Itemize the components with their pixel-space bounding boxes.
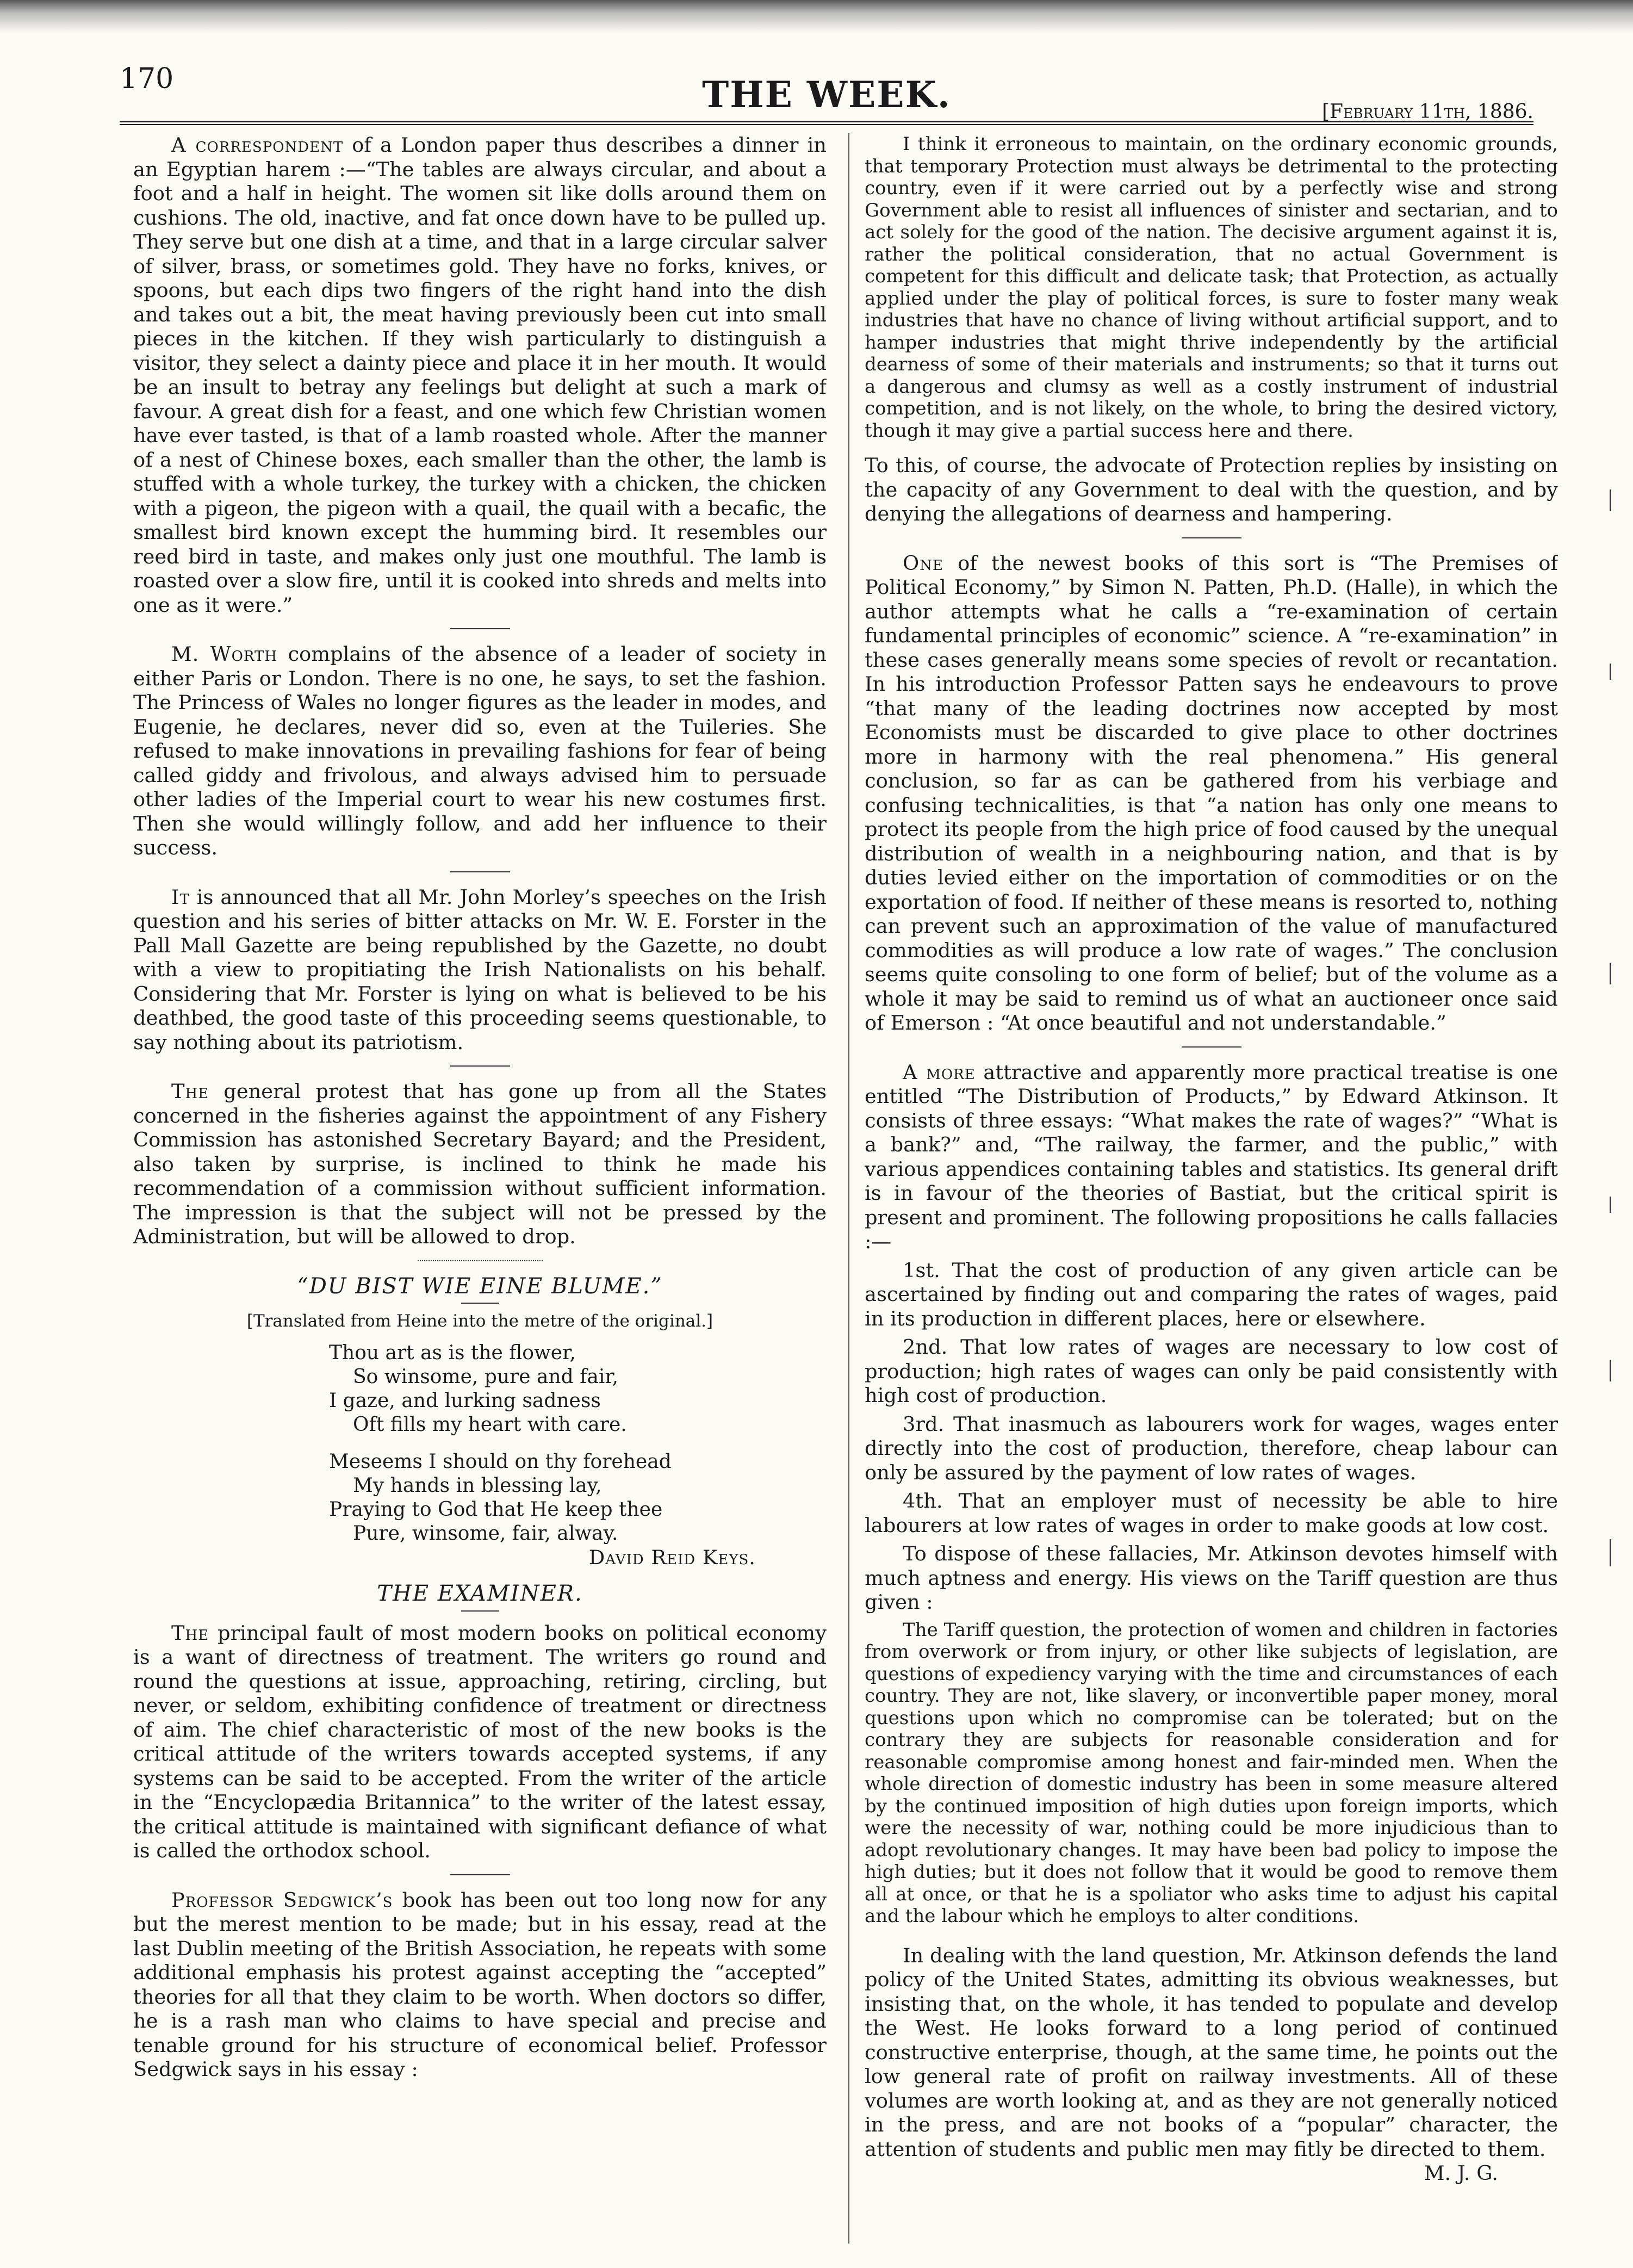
right-column [865, 133, 1558, 2244]
paragraph-land-question: In dealing with the land question, Mr. Atkinson defends the land policy of the United States, admitting its obvious weaknesses, but insisting that, on the whole, it has tended to populate and develop the West. He looks forward to a long period of continued constructive enterprise, though, at the same time, he points out the low general rate of profit on railway investments. All of these volumes are worth looking at, and as they are not generally noticed in the press, and are not books of a “popular” character, the attention of students and public men may fitly be directed to them. [865, 1943, 1558, 2161]
poem-author: David Reid Keys. [588, 1545, 756, 1569]
separator [450, 871, 510, 872]
masthead [120, 63, 1533, 122]
quote-sedgwick: I think it erroneous to maintain, on the ordinary economic grounds, that temporary Protection must always be detrimental to the protecting country, even if it were carried out by a perfectly wise and strong Government able to resist all influences of sinister and sectarian, and to act solely for the good of the nation. The decisive argument against it is, rather the political consideration, that no actual Government is competent for this difficult and delicate task; that Protection, as actually applied under the play of political forces, is sure to foster many weak industries that have no chance of living without artificial support, and to hamper industries that might thrive independently by the artificial dearness of some of their materials and instruments; so that it turns out a dangerous and clumsy as well as a costly instrument of industrial competition, and is not likely, on the whole, to bring the desired victory, though it may give a partial success here and there. [865, 133, 1558, 442]
article-fishery-commission: The general protest that has gone up from all the States concerned in the fisheries against the appointment of any Fishery Commission has astonished Secretary Bayard; and the President, also taken by surprise, is inclined to think he made his recommendation of a commission without sufficient information. The impression is that the subject will not be pressed by the Administration, but will be allowed to drop. [133, 1080, 827, 1248]
poem-line: Meseems I should on thy forehead [329, 1450, 672, 1473]
header-rule [120, 121, 1533, 125]
margin-mark [1610, 664, 1611, 680]
margin-mark [1610, 963, 1611, 984]
paragraph-tariff-intro: To dispose of these fallacies, Mr. Atkinson devotes himself with much aptness and energy. His views on the Tariff question are thus given : [865, 1542, 1558, 1614]
article-patten: One of the newest books of this sort is “The Premises of Political Economy,” by Simon N. Patten, Ph.D. (Halle), in which the author attempts what he calls a “re-examination of certain fundamental principles of economic” science. A “re-examination” in these cases generally means some species of revolt or recantation. In his introduction Professor Patten says he endeavours to prove “that many of the leading doctrines now accepted by most Economists must be discarded to give place to other doctrines more in harmony with the real phenomena.” His general conclusion, so far as can be gathered from his verbiage and confusing technicalities, is that “a nation has only one means to protect its people from the high price of food caused by the unequal distribution of wealth in a neighbouring nation, and that is by duties levied either on the importation of commodities or on the exportation of food. If neither of these means is resorted to, nothing can prevent such an approximation of the value of manufactured commodities as will produce a low rate of wages.” The conclusion seems quite consoling to one form of belief; but of the volume as a whole it may be said to remind us of what an auctioneer once said of Emerson : “At once beautiful and not understandable.” [865, 551, 1558, 1034]
poem-line: Oft fills my heart with care. [353, 1413, 627, 1436]
column-divider [848, 133, 849, 2244]
poem-line: Praying to God that He keep thee [329, 1498, 663, 1521]
article-harem-dinner: A correspondent of a London paper thus describes a dinner in an Egyptian harem :—“The tables are always circular, and about a foot and a half in height. The women sit like dolls around them on cushions. The old, inactive, and fat once down have to be pulled up. They serve but one dish at a time, and that in a large circular salver of silver, brass, or sometimes gold. They have no forks, knives, or spoons, but each dips two fingers of the right hand into the dish and takes out a bit, the meat having previously been cut into small pieces in the kitchen. If they wish particularly to distinguish a visitor, they select a dainty piece and place it in her mouth. It would be an insult to betray any feelings but delight at such a mark of favour. A great dish for a feast, and one which few Christian women have ever tasted, is that of a lamb roasted whole. After the manner of a nest of Chinese boxes, each smaller than the other, the lamb is stuffed with a whole turkey, the turkey with a chicken, the chicken with a pigeon, the pigeon with a quail, the quail with a becafic, the smallest bird known except the humming bird. It resembles our reed bird in taste, and makes only just one mouthful. The lamb is roasted over a slow fire, until it is cooked into shreds and melts into one as it were.” [133, 133, 827, 617]
poem-note: [Translated from Heine into the metre of the original.] [246, 1311, 713, 1331]
paragraph-protection-reply: To this, of course, the advocate of Protection replies by insisting on the capacity of any Government to deal with the question, and by denying the allegations of dearness and hampering. [865, 454, 1558, 525]
poem-title: “DU BIST WIE EINE BLUME.” [297, 1273, 663, 1299]
margin-mark [1610, 1197, 1611, 1213]
separator [450, 1065, 510, 1067]
issue-date: [February 11th, 1886. [1321, 101, 1533, 123]
fallacy-item: 3rd. That inasmuch as labourers work for wages, wages enter directly into the cost of production, therefore, cheap labour can only be assured by the payment of low rates of wages. [865, 1412, 1558, 1484]
poem-stanza [329, 1450, 827, 1546]
separator [1182, 537, 1241, 538]
poem-line: Pure, winsome, fair, alway. [353, 1522, 618, 1545]
poem-line: My hands in blessing lay, [353, 1474, 602, 1497]
quote-tariff: The Tariff question, the protection of women and children in factories from overwork or from injury, or other like subjects of legislation, are questions of expediency varying with the time and circumstances of each country. They are not, like slavery, or inconvertible paper money, moral questions upon which no compromise can be tolerated; but on the contrary they are subjects for reasonable consideration and for reasonable compromise among honest and fair-minded men. When the whole direction of domestic industry has been in some measure altered by the continued imposition of high duties upon foreign imports, which were the necessity of war, nothing could be more injudicious than to adopt revolutionary changes. It may have been bad policy to impose the high duties; but it does not follow that it would be good to remove them all at once, or that he is a spoliator who asks time to adjust his capital and the labour which he employs to alter conditions. [865, 1619, 1558, 1927]
separator [450, 628, 510, 629]
fallacies-list [865, 1259, 1558, 1538]
article-political-economy: The principal fault of most modern books on political economy is a want of directness of treatment. The writers go round and round the questions at issue, approaching, retiring, circling, but never, or seldom, exhibiting confidence of treatment or directness of aim. The chief characteristic of most of the new books is the critical attitude of the writers towards accepted systems, if any systems can be said to be accepted. From the writer of the article in the “Encyclopædia Britannica” to the writer of the latest essay, the critical attitude is maintained with significant defiance of what is called the orthodox school. [133, 1621, 827, 1862]
article-signature: M. J. G. [1424, 2161, 1498, 2185]
section-title-examiner: THE EXAMINER. [377, 1581, 583, 1606]
poem [329, 1341, 827, 1546]
page-number: 170 [120, 63, 174, 95]
separator [450, 1874, 510, 1875]
separator [1182, 1046, 1241, 1048]
poem-stanza [329, 1341, 827, 1437]
fallacy-item: 1st. That the cost of production of any given article can be ascertained by finding out and comparing the rates of wages, paid in its production in different places, here or elsewhere. [865, 1258, 1558, 1330]
article-worth-fashion: M. Worth complains of the absence of a leader of society in either Paris or London. There is no one, he says, to set the fashion. The Princess of Wales no longer figures as the leader in modes, and Eugenie, he declares, never did so, even at the Tuileries. She refused to make innovations in prevailing fashions for fear of being called giddy and frivolous, and always advised him to persuade other ladies of the Imperial court to wear his new costumes first. Then she would willingly follow, and add her influence to their success. [133, 642, 827, 859]
poem-line: I gaze, and lurking sadness [329, 1389, 601, 1412]
margin-marks [1604, 489, 1626, 1795]
margin-mark [1610, 1360, 1611, 1381]
margin-mark [1610, 1539, 1611, 1566]
poem-line: Thou art as is the flower, [329, 1341, 576, 1364]
article-sedgwick: Professor Sedgwick’s book has been out too long now for any but the merest mention to be made; but in his essay, read at the last Dublin meeting of the British Association, he repeats with some additional emphasis his protest against accepting the “accepted” theories for all that they claim to be worth. When doctors so differ, he is a rash man who claims to have special and precise and tenable ground for his structure of economical belief. Professor Sedgwick says in his essay : [133, 1888, 827, 2081]
margin-mark [1610, 489, 1611, 511]
separator [461, 1610, 499, 1612]
left-column [133, 133, 827, 2244]
scan-edge-shadow [0, 0, 1633, 33]
page-title: THE WEEK. [702, 73, 951, 116]
separator [461, 1303, 499, 1304]
article-atkinson: A more attractive and apparently more practical treatise is one entitled “The Distribution of Products,” by Edward Atkinson. It consists of three essays: “What makes the rate of wages?” “What is a bank?” and, “The railway, the farmer, and the public,” with various appendices containing tables and statistics. Its general drift is in favour of the theories of Bastiat, but the critical spirit is present and prominent. The following propositions he calls fallacies :— [865, 1060, 1558, 1253]
article-morley-speeches: It is announced that all Mr. John Morley’s speeches on the Irish question and his series of bitter attacks on Mr. W. E. Forster in the Pall Mall Gazette are being republished by the Gazette, no doubt with a view to propitiating the Irish Nationalists on his behalf. Considering that Mr. Forster is lying on what is believed to be his deathbed, the good taste of this proceeding seems questionable, to say nothing about its patriotism. [133, 885, 827, 1054]
fallacy-item: 4th. That an employer must of necessity be able to hire labourers at low rates of wages in order to make goods at low cost. [865, 1489, 1558, 1537]
fallacy-item: 2nd. That low rates of wages are necessary to low cost of production; high rates of wages can only be paid consistently with high cost of production. [865, 1335, 1558, 1407]
dotted-separator [418, 1260, 543, 1261]
poem-line: So winsome, pure and fair, [353, 1365, 619, 1388]
